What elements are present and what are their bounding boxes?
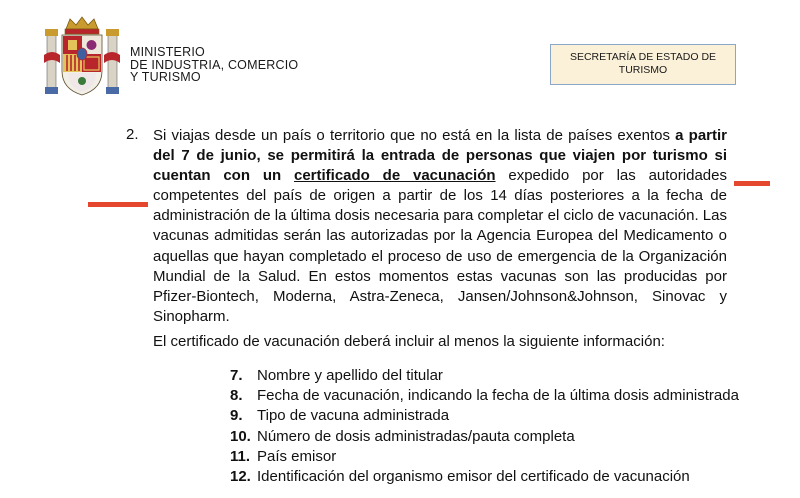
list-item-number: 9. <box>230 407 243 425</box>
highlight-marker-left <box>88 202 148 207</box>
ministry-line-3: Y TURISMO <box>130 70 201 84</box>
list-item-text: País emisor <box>257 447 337 465</box>
ministry-line-1: MINISTERIO <box>130 45 205 59</box>
list-item <box>230 406 739 426</box>
list-item-text: Número de dosis administradas/pauta completa <box>257 427 575 445</box>
list-item-text: Tipo de vacuna administrada <box>257 407 450 425</box>
list-item <box>230 386 739 406</box>
list-item <box>230 427 739 447</box>
secretaria-line-2: TURISMO <box>618 64 668 76</box>
list-item <box>230 366 739 386</box>
spanish-coat-of-arms-icon <box>42 15 122 97</box>
secretaria-line-1: SECRETARÍA DE ESTADO DE <box>569 51 717 63</box>
list-item-number: 12. <box>230 468 251 486</box>
list-item-text: Nombre y apellido del titular <box>257 367 443 384</box>
document-header <box>0 0 800 110</box>
list-item <box>230 467 739 487</box>
certificate-info-list <box>230 366 739 487</box>
paragraph-bold-text: a partir del 7 de junio, se permitirá la entrada de personas que viajen por turismo si cuentan con un <box>153 127 727 185</box>
vaccination-certificate-term: certificado de vacunación <box>293 167 496 185</box>
highlight-marker-right <box>734 181 770 186</box>
list-intro: El certificado de vacunación deberá incluir al menos la siguiente información: <box>153 333 665 350</box>
ministry-name <box>130 46 298 84</box>
section-paragraph <box>153 126 727 327</box>
paragraph-text-start: Si viajas desde un país o territorio que no está en la lista de países exentos <box>153 127 676 144</box>
list-item-number: 8. <box>230 387 243 405</box>
list-item <box>230 447 739 467</box>
paragraph-text-end: expedido por las autoridades competentes del país de origen a partir de los 14 días posteriores a la fecha de administración de la última dosis necesaria para completar el ciclo de vacunación. Las vacunas admitidas serán las autorizadas por la Agencia Europea del Medicamento o aquellas que hayan completado el proceso de uso de emergencia de la Organización Mundial de la Salud. En estos momentos estas vacunas son las producidas por Pfizer-Biontech, Moderna, Astra-Zeneca, Jansen/Johnson&Johnson, Sinovac y Sinopharm. <box>153 167 727 325</box>
list-item-text: Identificación del organismo emisor del certificado de vacunación <box>257 468 690 486</box>
ministry-line-2: DE INDUSTRIA, COMERCIO <box>130 57 299 72</box>
list-item-number: 11. <box>230 447 251 465</box>
list-item-number: 7. <box>230 367 243 384</box>
list-item-text: Fecha de vacunación, indicando la fecha de la última dosis administrada <box>257 387 739 405</box>
section-number: 2. <box>126 126 139 143</box>
secretaria-box <box>550 44 736 85</box>
list-item-number: 10. <box>230 427 251 445</box>
